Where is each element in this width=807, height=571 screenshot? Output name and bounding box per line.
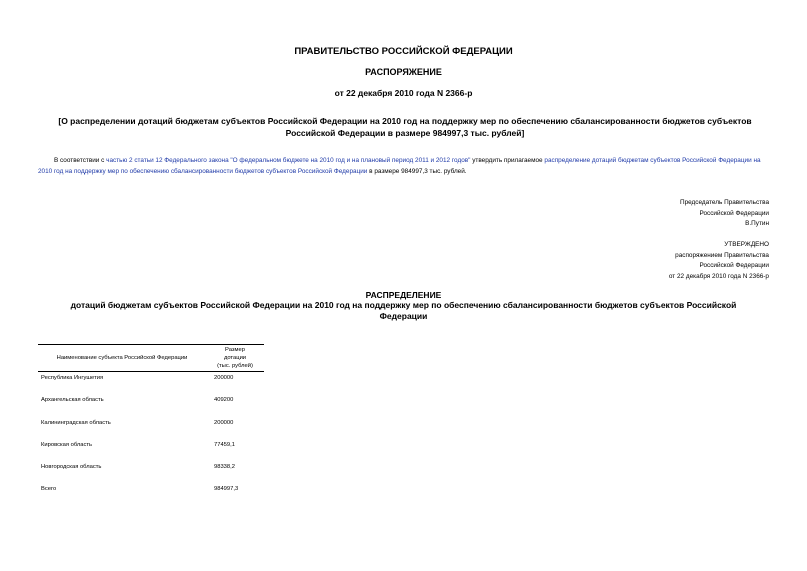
row-name: Республика Ингушетия	[41, 375, 104, 381]
row-value: 409200	[214, 397, 234, 404]
body-paragraph	[38, 156, 772, 177]
table-row	[38, 372, 264, 395]
table-row	[38, 439, 264, 461]
approval-date: от 22 декабря 2010 года N 2366-р	[668, 272, 769, 280]
distribution-subtitle: дотаций бюджетам субъектов Российской Федерации на 2010 год на поддержку мер по обеспечению сбалансированности бюджетов субъектов Российской Федерации	[70, 300, 737, 321]
row-name: Кировская область	[41, 441, 93, 448]
document-date-number: от 22 декабря 2010 года N 2366-р	[334, 88, 473, 98]
government-heading: ПРАВИТЕЛЬСТВО РОССИЙСКОЙ ФЕДЕРАЦИИ	[294, 46, 513, 57]
paragraph-middle: утвердить прилагаемое	[470, 157, 545, 164]
row-value: 77459,1	[214, 441, 235, 448]
row-value: 984997,3	[214, 486, 239, 493]
row-value: 200000	[214, 375, 234, 381]
row-value: 200000	[214, 419, 234, 426]
table-row-total	[38, 483, 264, 505]
column-header-value	[206, 345, 264, 372]
distribution-table	[38, 344, 264, 506]
approval-block	[549, 240, 769, 282]
table-header-row	[38, 345, 264, 372]
column-header-name: Наименование субъекта Российской Федерации	[38, 345, 206, 372]
table-row	[38, 417, 264, 439]
row-name: Архангельская область	[41, 397, 104, 404]
table-row	[38, 394, 264, 416]
paragraph-end: в размере 984997,3 тыс. рублей.	[367, 167, 467, 175]
distribution-title: РАСПРЕДЕЛЕНИЕ	[365, 290, 442, 300]
row-name: Новгородская область	[41, 464, 102, 471]
row-name: Калининградская область	[41, 419, 111, 426]
column-header-value-line3: (тыс. рублей)	[217, 363, 253, 369]
signature-organization: Российской Федерации	[699, 209, 769, 217]
signature-name: В.Путин	[745, 220, 769, 227]
document-type: РАСПОРЯЖЕНИЕ	[365, 67, 442, 77]
table-row	[38, 461, 264, 483]
column-header-value-line1: Размер	[225, 347, 245, 353]
distribution-link[interactable]: распределение дотаций бюджетам субъектов Российской Федерации на 2010 год на поддержку мер по обеспечению сбалансированности бюджетов субъектов Российской Федерации	[38, 157, 761, 175]
approval-line-2: распоряжением Правительства	[675, 251, 769, 259]
law-link[interactable]: частью 2 статьи 12 Федерального закона "О федеральном бюджете на 2010 год и на плановый период 2011 и 2012 годов"	[106, 157, 471, 164]
column-header-value-line2: дотации	[223, 355, 247, 361]
row-name: Всего	[41, 486, 57, 493]
signature-block	[549, 198, 769, 230]
document-title: [О распределении дотаций бюджетам субъектов Российской Федерации на 2010 год на поддержку мер по обеспечению сбалансированности бюджетов субъектов Российской Федерации в размере 984997,3 тыс. рублей]	[58, 116, 752, 138]
paragraph-intro: В соответствии с	[54, 157, 107, 164]
row-value: 98338,2	[214, 464, 235, 471]
approval-title: УТВЕРЖДЕНО	[724, 241, 769, 248]
approval-line-3: Российской Федерации	[699, 262, 769, 269]
signature-position: Председатель Правительства	[680, 199, 769, 206]
